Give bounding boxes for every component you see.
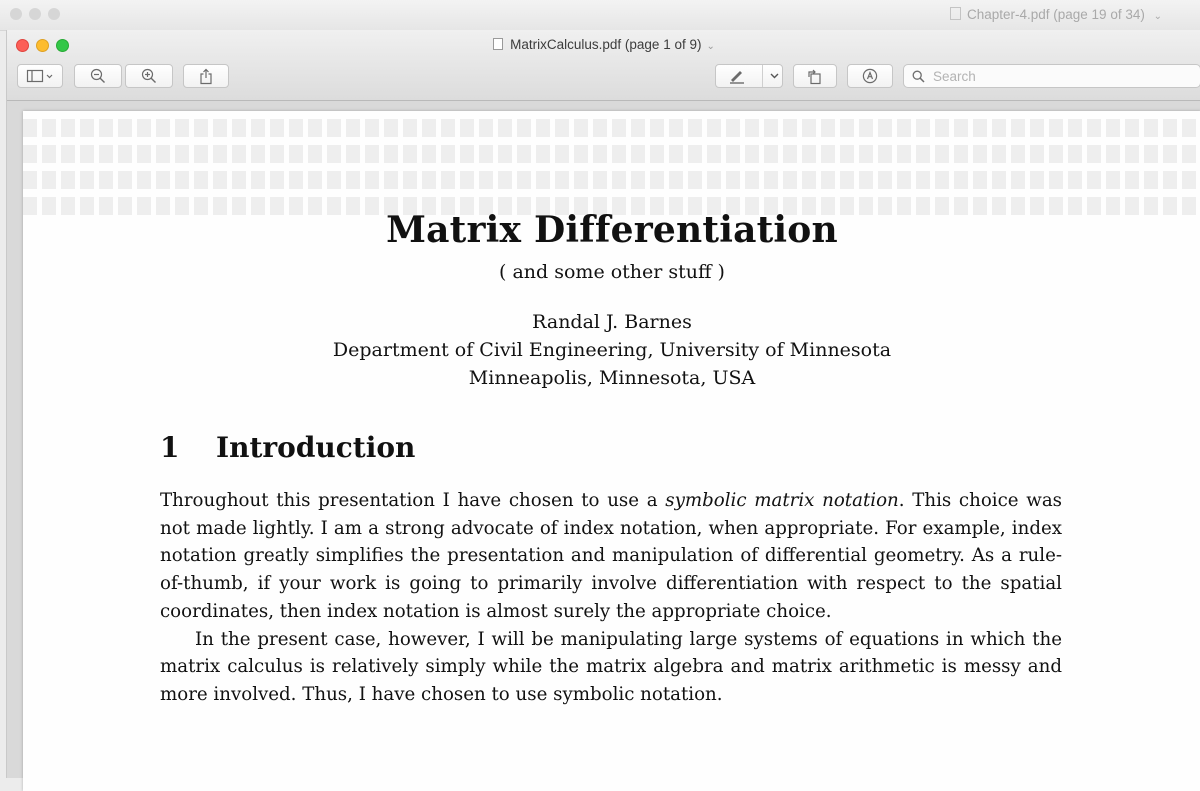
section-title: Introduction bbox=[216, 431, 416, 464]
rotate-button[interactable] bbox=[793, 64, 837, 88]
pdf-document-icon bbox=[493, 38, 503, 50]
window-title-text: MatrixCalculus.pdf (page 1 of 9) bbox=[510, 37, 702, 52]
document-subtitle: ( and some other stuff ) bbox=[499, 261, 725, 283]
pdf-document-icon bbox=[950, 7, 961, 20]
chevron-down-icon: ⌄ bbox=[706, 41, 715, 52]
background-window-title: Chapter-4.pdf (page 19 of 34) ⌄ bbox=[950, 7, 1162, 22]
pen-icon bbox=[728, 68, 746, 84]
window-titlebar bbox=[7, 30, 1200, 101]
markup-icon bbox=[862, 68, 878, 84]
zoom-out-button[interactable] bbox=[74, 64, 122, 88]
background-window-titlebar[interactable] bbox=[0, 0, 1200, 31]
document-viewer[interactable] bbox=[7, 101, 1200, 778]
background-close-button[interactable] bbox=[10, 8, 22, 20]
section-body bbox=[160, 487, 1062, 709]
search-input[interactable] bbox=[931, 68, 1175, 85]
share-icon bbox=[199, 68, 213, 85]
author-affiliation: Department of Civil Engineering, University of Minnesota bbox=[332, 339, 892, 361]
zoom-in-icon bbox=[141, 68, 157, 84]
zoom-out-icon bbox=[90, 68, 106, 84]
section-heading bbox=[160, 431, 415, 464]
share-button[interactable] bbox=[183, 64, 229, 88]
document-title: Matrix Differentiation bbox=[386, 209, 838, 251]
search-field[interactable] bbox=[903, 64, 1200, 88]
author-location: Minneapolis, Minnesota, USA bbox=[468, 367, 756, 389]
pdf-page bbox=[23, 111, 1200, 791]
background-zoom-button[interactable] bbox=[48, 8, 60, 20]
sidebar-icon bbox=[26, 69, 54, 83]
rotate-icon bbox=[806, 68, 824, 85]
preview-window bbox=[6, 30, 1200, 778]
markup-pen-button[interactable] bbox=[715, 64, 783, 88]
zoom-in-button[interactable] bbox=[125, 64, 173, 88]
background-minimize-button[interactable] bbox=[29, 8, 41, 20]
section-number: 1 bbox=[160, 431, 180, 464]
chevron-down-icon[interactable] bbox=[770, 73, 779, 79]
author-name: Randal J. Barnes bbox=[532, 311, 692, 333]
emphasis: symbolic matrix notation bbox=[665, 490, 899, 511]
paragraph: In the present case, however, I will be manipulating large systems of equations in which the matrix calculus is relatively simply while the matrix algebra and matrix arithmetic is messy and more involved. Thus, I have chosen to use symbolic notation. bbox=[160, 628, 1062, 705]
sidebar-toggle-button[interactable] bbox=[17, 64, 63, 88]
paragraph: Throughout this presentation I have chosen to use a symbolic matrix notation. This choice was not made lightly. I am a strong advocate of index notation, when appropriate. For example, index notation greatly simplifies the presentation and manipulation of differential geometry. As a rule-of-thumb, if your work is going to primarily involve differentiation with respect to the spatial coordinates, then index notation is almost surely the appropriate choice. bbox=[160, 490, 1062, 622]
chevron-down-icon: ⌄ bbox=[1153, 11, 1162, 22]
window-title[interactable] bbox=[7, 37, 1200, 52]
search-icon bbox=[912, 70, 925, 83]
markup-toolbar-button[interactable] bbox=[847, 64, 893, 88]
